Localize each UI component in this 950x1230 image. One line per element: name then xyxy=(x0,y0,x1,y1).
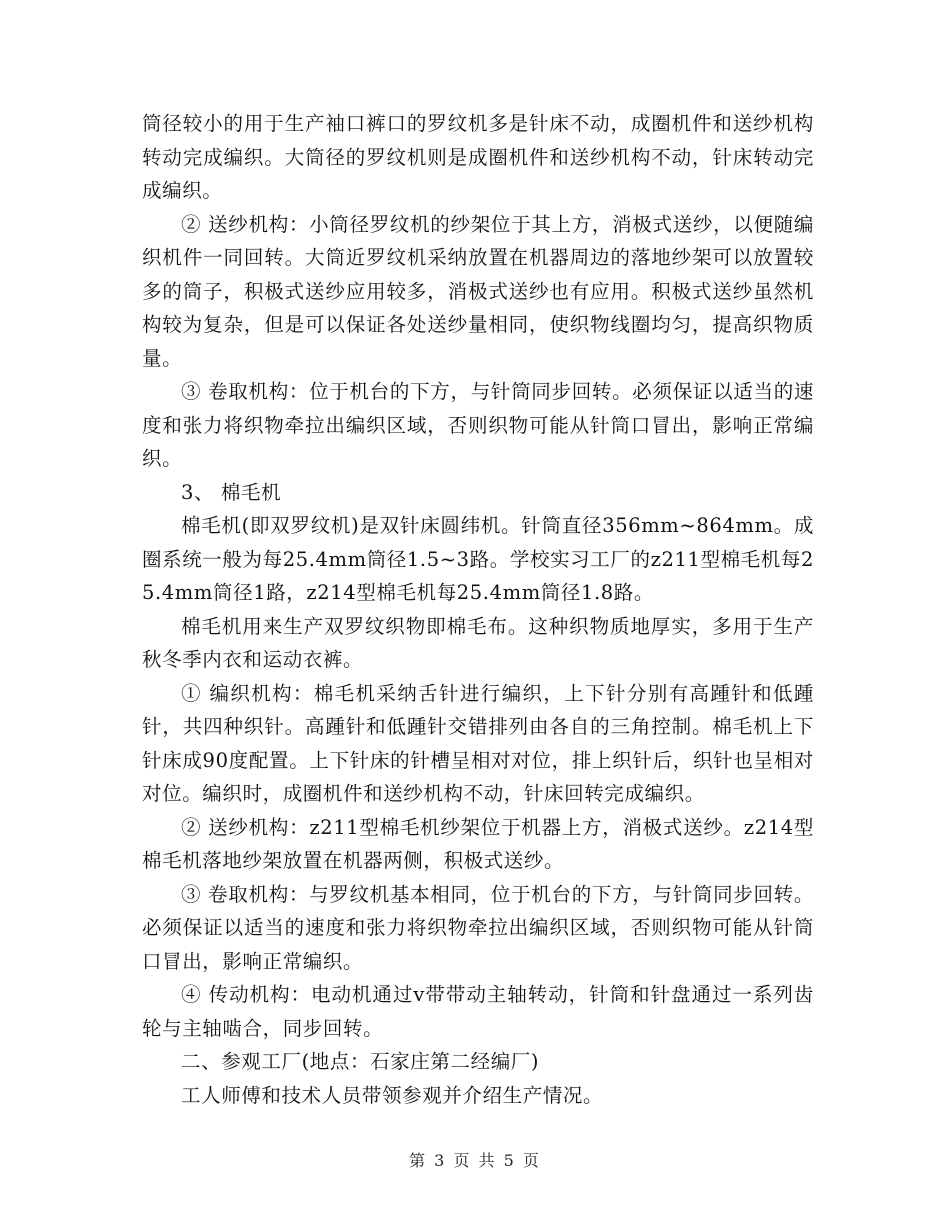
page-number-footer: 第 3 页 共 5 页 xyxy=(409,1151,541,1170)
paragraph-drive-mechanism: ④ 传动机构：电动机通过v带带动主轴转动，针筒和针盘通过一系列齿轮与主轴啮合，同步回转。 xyxy=(142,983,814,1040)
paragraph-yarn-feeding-rib: ② 送纱机构：小筒径罗纹机的纱架位于其上方，消极式送纱，以便随编织机件一同回转。大筒近罗纹机采纳放置在机器周边的落地纱架可以放置较多的筒子，积极式送纱应用较多，消极式送纱也有应用。积极式送纱虽然机构较为复杂，但是可以保证各处送纱量相同，使织物线圈均匀，提高织物质量。 xyxy=(142,212,814,370)
paragraph-interlock-usage: 棉毛机用来生产双罗纹织物即棉毛布。这种织物质地厚实，多用于生产秋冬季内衣和运动衣裤。 xyxy=(142,614,814,671)
paragraph-interlock-intro: 棉毛机(即双罗纹机)是双针床圆纬机。针筒直径356mm~864mm。成圈系统一般为每25.4mm筒径1.5~3路。学校实习工厂的z211型棉毛机每25.4mm筒径1路，z214型棉毛机每25.4mm筒径1.8路。 xyxy=(142,514,814,604)
section-heading-interlock-machine: 3、 棉毛机 xyxy=(181,480,282,504)
paragraph-continued: 筒径较小的用于生产袖口裤口的罗纹机多是针床不动，成圈机件和送纱机构转动完成编织。大筒径的罗纹机则是成圈机件和送纱机构不动，针床转动完成编织。 xyxy=(142,112,814,202)
document-body xyxy=(142,107,814,1112)
section-heading-factory-visit: 二、参观工厂(地点：石家庄第二经编厂) xyxy=(181,1050,540,1073)
paragraph-yarn-feeding-interlock: ② 送纱机构：z211型棉毛机纱架位于机器上方，消极式送纱。z214型棉毛机落地纱架放置在机器两侧，积极式送纱。 xyxy=(142,815,814,872)
paragraph-knitting-mechanism: ① 编织机构：棉毛机采纳舌针进行编织，上下针分别有高踵针和低踵针，共四种织针。高踵针和低踵针交错排列由各自的三角控制。棉毛机上下针床成90度配置。上下针床的针槽呈相对对位，排上织针后，织针也呈相对对位。编织时，成圈机件和送纱机构不动，针床回转完成编织。 xyxy=(142,681,814,805)
paragraph-factory-visit: 工人师傅和技术人员带领参观并介绍生产情况。 xyxy=(181,1083,604,1107)
paragraph-take-down-interlock: ③ 卷取机构：与罗纹机基本相同，位于机台的下方，与针筒同步回转。必须保证以适当的速度和张力将织物牵拉出编织区域，否则织物可能从针筒口冒出，影响正常编织。 xyxy=(142,882,814,973)
paragraph-take-down-rib: ③ 卷取机构：位于机台的下方，与针筒同步回转。必须保证以适当的速度和张力将织物牵拉出编织区域，否则织物可能从针筒口冒出，影响正常编织。 xyxy=(142,380,814,470)
